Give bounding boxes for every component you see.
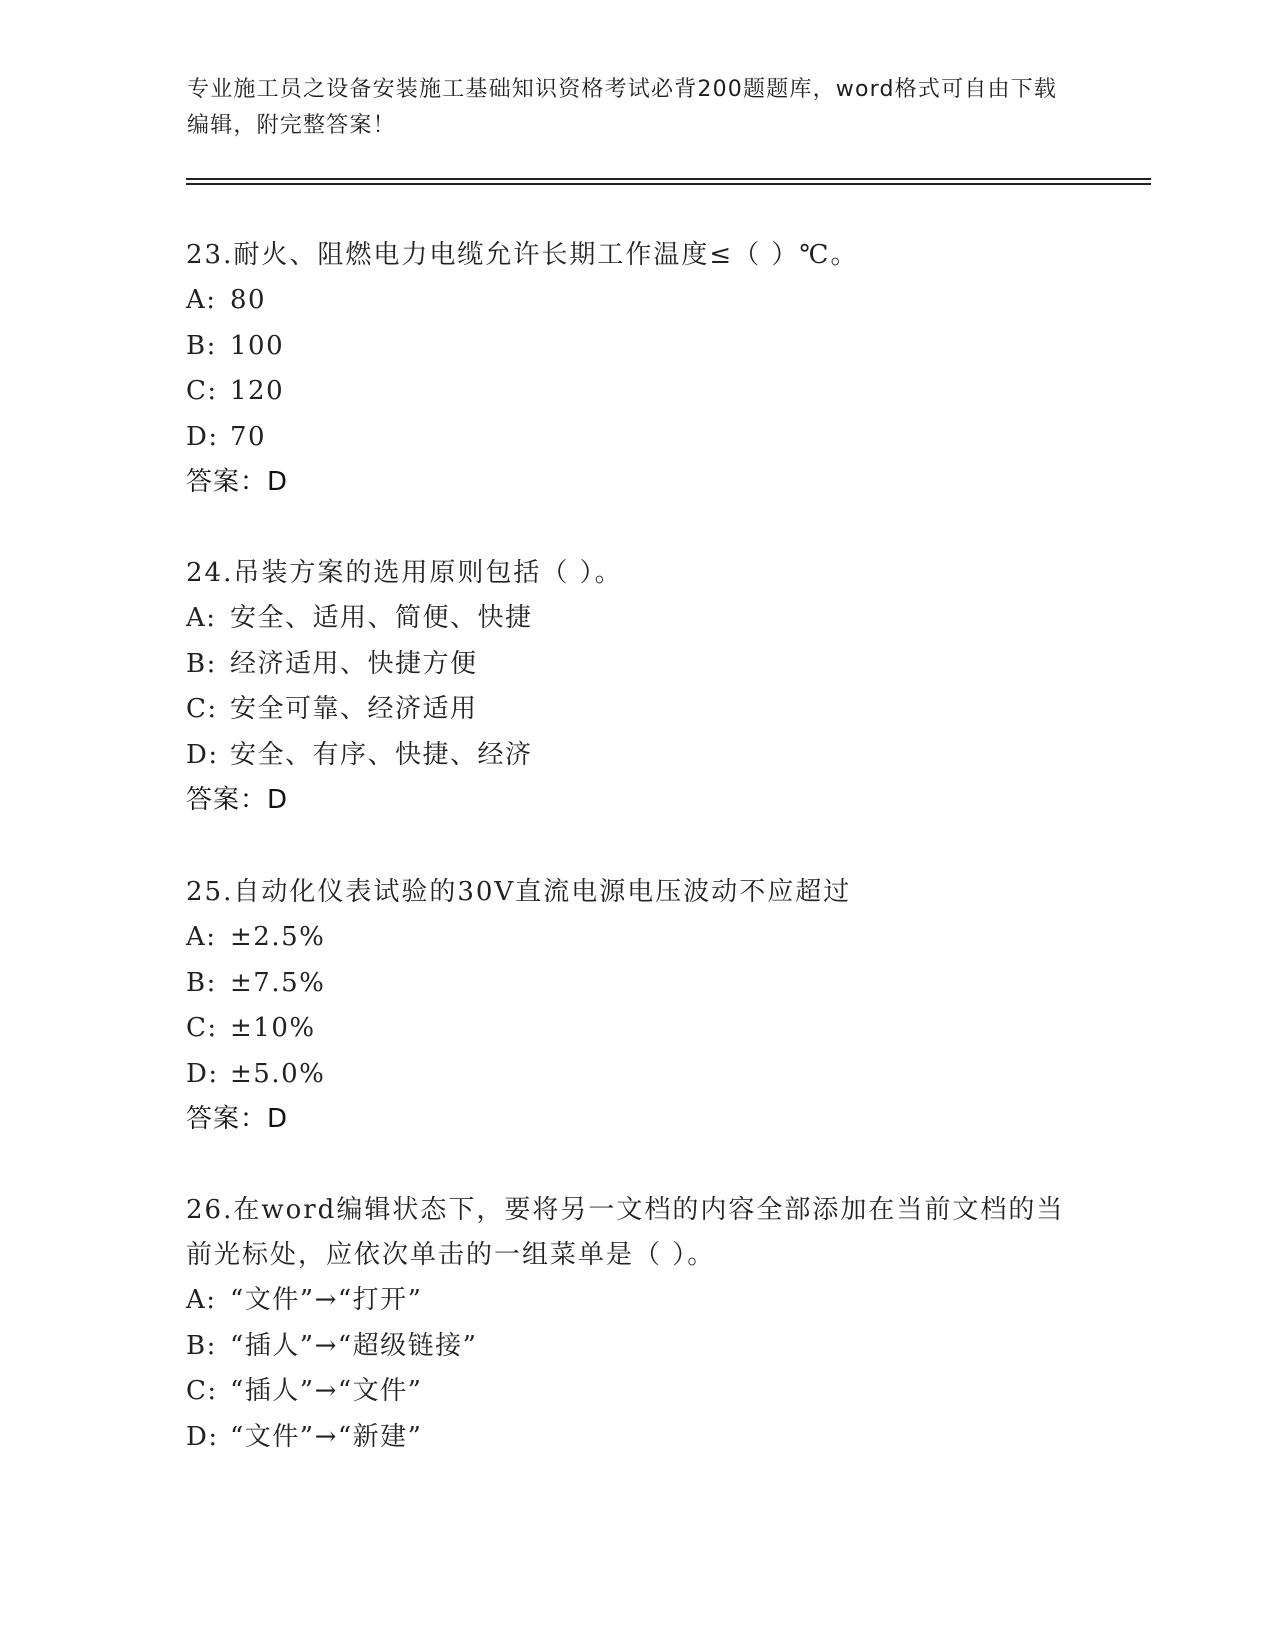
header-rule-top [186,178,1151,180]
option-letter: B: [186,330,217,361]
option-text: 安全可靠、经济适用 [230,694,478,724]
document-header: 专业施工员之设备安装施工基础知识资格考试必背200题题库，word格式可自由下载编辑，附完整答案！ [187,77,1058,138]
option-text: 经济适用、快捷方便 [230,648,478,679]
option-d [186,733,1086,779]
option-letter: B: [186,648,217,679]
question-text: 26.在word编辑状态下，要将另一文档的内容全部添加在当前文档的当前光标处，应依次单击的一组菜单是（ ）。 [186,1195,1065,1270]
option-letter: A: [186,922,217,952]
option-letter: C: [186,1376,218,1406]
option-text: ±7.5% [230,967,326,998]
option-a [186,915,1086,961]
option-b [186,961,1086,1007]
answer: 答案：D [186,467,289,497]
option-text: “插人”→“文件” [230,1376,423,1406]
option-text: ±2.5% [230,922,326,952]
option-c [186,687,1086,733]
option-text: “文件”→“新建” [230,1421,423,1452]
question-23 [186,233,1086,505]
option-letter: C: [186,1013,218,1043]
option-text: 70 [230,421,267,452]
option-text: 安全、适用、简便、快捷 [230,603,533,633]
question-25 [186,870,1086,1142]
option-b [186,642,1086,688]
option-c [186,1006,1086,1052]
option-c [186,369,1086,415]
option-a [186,1278,1086,1324]
option-letter: D: [186,1421,219,1452]
option-letter: D: [186,1058,219,1089]
option-b [186,1324,1086,1370]
option-letter: A: [186,285,217,315]
option-letter: D: [186,739,219,770]
option-letter: C: [186,694,218,724]
header-rule-bottom [186,183,1151,185]
option-letter: C: [186,376,218,406]
question-26 [186,1188,1086,1460]
answer: 答案：D [186,785,289,815]
option-a [186,596,1086,642]
option-text: “文件”→“打开” [230,1285,423,1315]
option-a [186,278,1086,324]
option-letter: B: [186,1330,217,1361]
option-b [186,324,1086,370]
option-text: ±5.0% [230,1058,326,1089]
option-text: 120 [230,376,285,406]
question-text: 25.自动化仪表试验的30V直流电源电压波动不应超过 [186,877,852,907]
question-text: 23.耐火、阻燃电力电缆允许长期工作温度≤（ ）℃。 [186,240,859,270]
option-text: 100 [230,330,285,361]
answer: 答案：D [186,1104,289,1134]
question-24 [186,551,1086,823]
option-c [186,1369,1086,1415]
option-text: “插人”→“超级链接” [230,1330,478,1361]
option-text: 安全、有序、快捷、经济 [230,739,533,770]
option-d [186,1052,1086,1098]
option-d [186,1415,1086,1461]
option-letter: A: [186,603,217,633]
option-d [186,415,1086,461]
option-letter: D: [186,421,219,452]
option-text: 80 [230,285,267,315]
option-text: ±10% [230,1013,316,1043]
option-letter: A: [186,1285,217,1315]
option-letter: B: [186,967,217,998]
question-text: 24.吊装方案的选用原则包括（ ）。 [186,558,623,588]
